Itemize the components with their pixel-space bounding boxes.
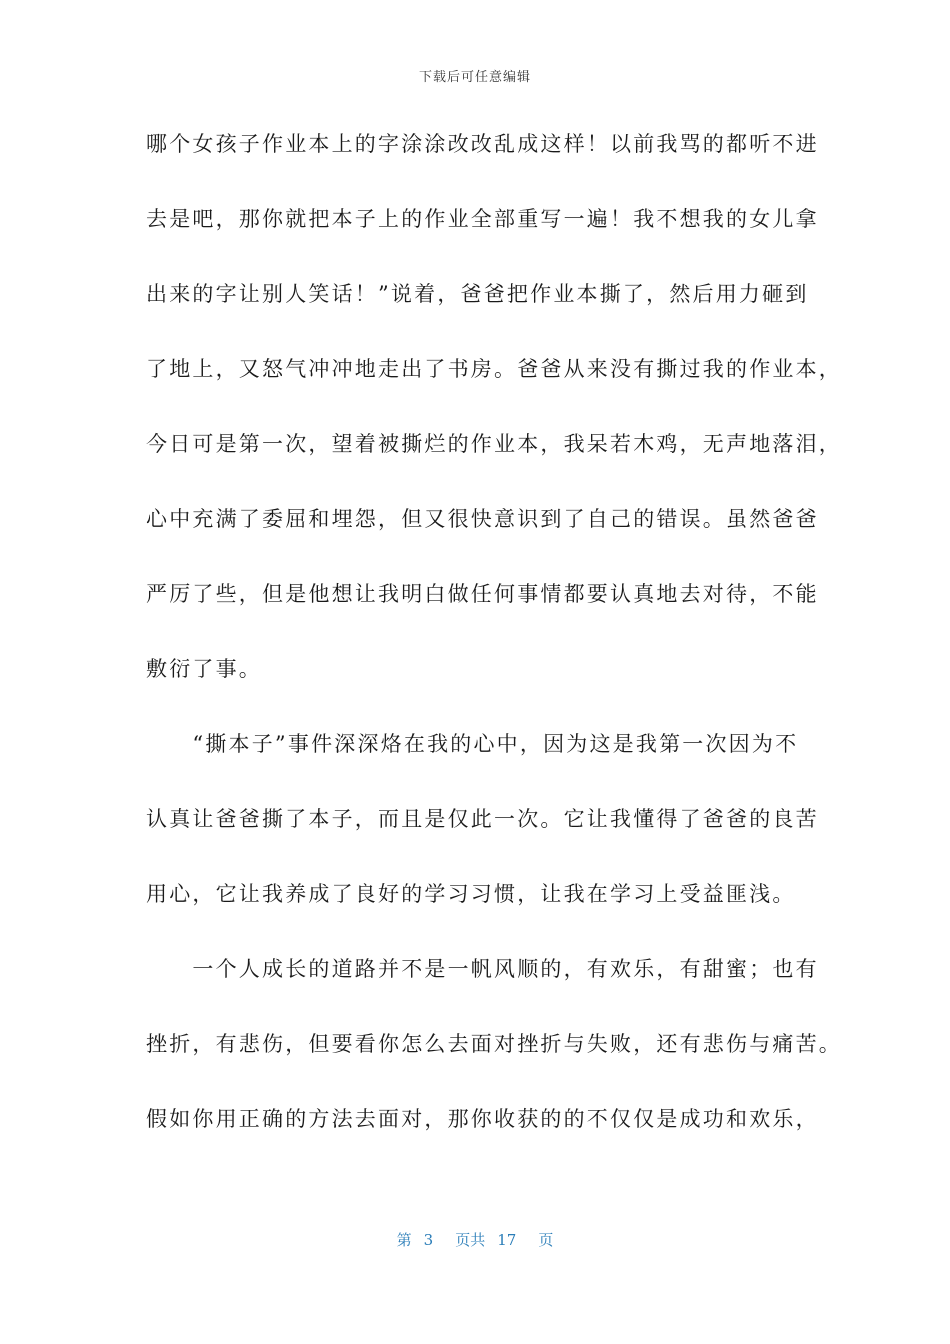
text-line: 假如你用正确的方法去面对，那你收获的的不仅仅是成功和欢乐， (146, 1107, 819, 1131)
text-line: 去是吧，那你就把本子上的作业全部重写一遍！我不想我的女儿拿 (146, 207, 819, 231)
text-line: 心中充满了委屈和埋怨，但又很快意识到了自己的错误。虽然爸爸 (146, 507, 819, 531)
text-line: 一个人成长的道路并不是一帆风顺的，有欢乐，有甜蜜；也有 (146, 957, 819, 981)
text-line: 今日可是第一次，望着被撕烂的作业本，我呆若木鸡，无声地落泪， (146, 432, 842, 456)
total-pages-number: 17 (497, 1231, 517, 1249)
footer-middle: 页共 (455, 1231, 486, 1249)
text-line: 哪个女孩子作业本上的字涂涂改改乱成这样！以前我骂的都听不进 (146, 132, 819, 156)
footer-suffix: 页 (538, 1231, 554, 1249)
page-footer (0, 1229, 950, 1250)
footer-prefix: 第 (396, 1231, 412, 1249)
text-line: 严厉了些，但是他想让我明白做任何事情都要认真地去对待，不能 (146, 582, 819, 606)
current-page-number: 3 (423, 1231, 434, 1249)
text-line: 敷衍了事。 (146, 657, 262, 681)
text-line: “撕本子”事件深深烙在我的心中，因为这是我第一次因为不 (146, 732, 799, 756)
text-line: 挫折，有悲伤，但要看你怎么去面对挫折与失败，还有悲伤与痛苦。 (146, 1032, 842, 1056)
text-line: 出来的字让别人笑话！”说着，爸爸把作业本撕了，然后用力砸到 (146, 282, 809, 306)
text-line: 用心，它让我养成了良好的学习习惯，让我在学习上受益匪浅。 (146, 882, 796, 906)
text-line: 了地上，又怒气冲冲地走出了书房。爸爸从来没有撕过我的作业本， (146, 357, 842, 381)
page-header: 下载后可任意编辑 (418, 70, 531, 85)
document-body (146, 124, 842, 1174)
text-line: 认真让爸爸撕了本子，而且是仅此一次。它让我懂得了爸爸的良苦 (146, 807, 819, 831)
